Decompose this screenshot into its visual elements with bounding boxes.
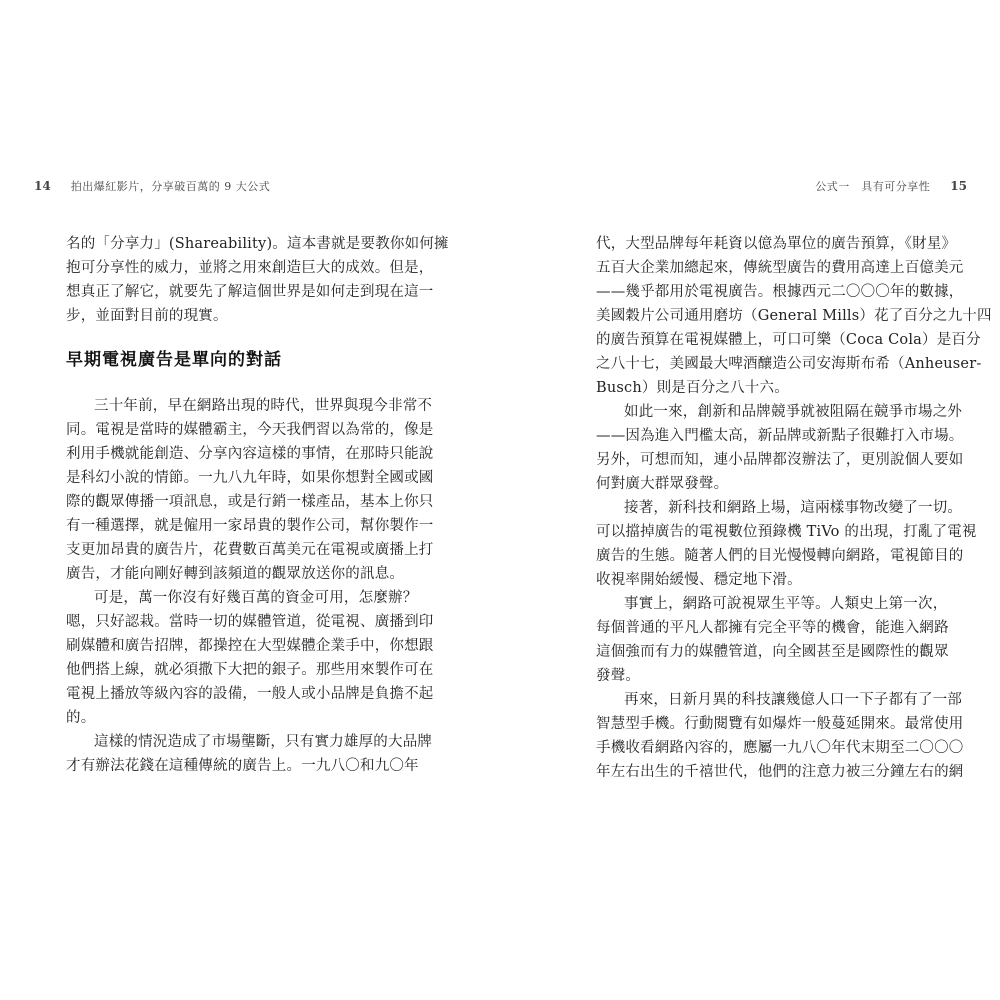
text-line: 發聲。 bbox=[596, 668, 641, 684]
right-page-number: 15 bbox=[950, 179, 967, 193]
text-line: 步，並面對目前的現實。 bbox=[66, 308, 228, 324]
left-running-header bbox=[34, 178, 270, 194]
text-line: ——幾乎都用於電視廣告。根據西元二〇〇〇年的數據， bbox=[596, 284, 964, 300]
text-line: Busch）則是百分之八十六。 bbox=[596, 380, 789, 396]
text-line: 支更加昂貴的廣告片，花費數百萬美元在電視或廣播上打 bbox=[66, 542, 434, 558]
right-paragraph-4 bbox=[596, 592, 949, 688]
section-heading: 早期電視廣告是單向的對話 bbox=[66, 350, 282, 370]
text-line: 同。電視是當時的媒體霸主，今天我們習以為常的，像是 bbox=[66, 422, 434, 438]
right-header-title: 公式一 具有可分享性 bbox=[815, 180, 931, 193]
text-line: 手機收看網路內容的，應屬一九八〇年代末期至二〇〇〇 bbox=[596, 740, 964, 756]
text-line: 收視率開始緩慢、穩定地下滑。 bbox=[596, 572, 802, 588]
left-paragraph-3 bbox=[66, 730, 433, 778]
text-line: 另外，可想而知，連小品牌都沒辦法了，更別說個人要如 bbox=[596, 452, 964, 468]
left-paragraph-2 bbox=[66, 586, 434, 730]
right-paragraph-2 bbox=[596, 400, 964, 496]
text-line: 想真正了解它，就要先了解這個世界是如何走到現在這一 bbox=[66, 284, 434, 300]
text-line: 每個普通的平凡人都擁有完全平等的機會，能進入網路 bbox=[596, 620, 949, 636]
text-line: 再來，日新月異的科技讓幾億人口一下子都有了一部 bbox=[624, 692, 963, 708]
text-line: 嗯，只好認栽。當時一切的媒體管道，從電視、廣播到印 bbox=[66, 614, 434, 630]
right-text-column bbox=[596, 232, 992, 784]
text-line: 這個強而有力的媒體管道，向全國甚至是國際性的觀眾 bbox=[596, 644, 949, 660]
right-paragraph-3 bbox=[596, 496, 977, 592]
text-line: 才有辦法花錢在這種傳統的廣告上。一九八〇和九〇年 bbox=[66, 758, 419, 774]
text-line: 名的「分享力」(Shareability)。這本書就是要教你如何擁 bbox=[66, 236, 449, 252]
text-line: 他們搭上線，就必須撒下大把的銀子。那些用來製作可在 bbox=[66, 662, 434, 678]
text-line: 是科幻小說的情節。一九八九年時，如果你想對全國或國 bbox=[66, 470, 434, 486]
text-line: 電視上播放等級內容的設備，一般人或小品牌是負擔不起 bbox=[66, 686, 434, 702]
text-line: 如此一來，創新和品牌競爭就被阻隔在競爭市場之外 bbox=[624, 404, 963, 420]
text-line: 智慧型手機。行動閱覽有如爆炸一般蔓延開來。最常使用 bbox=[596, 716, 964, 732]
text-line: 利用手機就能創造、分享內容這樣的事情，在那時只能說 bbox=[66, 446, 434, 462]
text-line: 三十年前，早在網路出現的時代，世界與現今非常不 bbox=[94, 398, 433, 414]
left-intro-paragraph bbox=[66, 232, 449, 328]
right-paragraph-1 bbox=[596, 232, 992, 400]
right-paragraph-5 bbox=[596, 688, 964, 784]
text-line: 的廣告預算在電視媒體上，可口可樂（Coca Cola）是百分 bbox=[596, 332, 981, 348]
text-line: 何對廣大群眾發聲。 bbox=[596, 476, 729, 492]
text-line: 年左右出生的千禧世代，他們的注意力被三分鐘左右的網 bbox=[596, 764, 964, 780]
text-line: 可以擋掉廣告的電視數位預錄機 TiVo 的出現，打亂了電視 bbox=[596, 524, 977, 540]
text-line: 的。 bbox=[66, 710, 96, 726]
text-line: 有一種選擇，就是僱用一家昂貴的製作公司，幫你製作一 bbox=[66, 518, 434, 534]
text-line: ——因為進入門檻太高，新品牌或新點子很難打入市場。 bbox=[596, 428, 964, 444]
text-line: 抱可分享性的威力，並將之用來創造巨大的成效。但是， bbox=[66, 260, 434, 276]
text-line: 廣告，才能向剛好轉到該頻道的觀眾放送你的訊息。 bbox=[66, 566, 405, 582]
text-line: 接著，新科技和網路上場，這兩樣事物改變了一切。 bbox=[624, 500, 963, 516]
text-line: 這樣的情況造成了市場壟斷，只有實力雄厚的大品牌 bbox=[94, 734, 433, 750]
text-line: 之八十七，美國最大啤酒釀造公司安海斯布希（Anheuser- bbox=[596, 356, 982, 372]
text-line: 刷媒體和廣告招牌，都操控在大型媒體企業手中，你想跟 bbox=[66, 638, 434, 654]
left-paragraph-1 bbox=[66, 394, 434, 586]
text-line: 代，大型品牌每年耗資以億為單位的廣告預算，《財星》 bbox=[596, 236, 957, 252]
left-text-column bbox=[66, 232, 449, 778]
text-line: 事實上，網路可說視眾生平等。人類史上第一次， bbox=[624, 596, 948, 612]
text-line: 可是，萬一你沒有好幾百萬的資金可用，怎麼辦？ bbox=[94, 590, 418, 606]
text-line: 際的觀眾傳播一項訊息，或是行銷一樣產品，基本上你只 bbox=[66, 494, 434, 510]
left-header-title: 拍出爆紅影片，分享破百萬的 9 大公式 bbox=[70, 180, 271, 193]
text-line: 五百大企業加總起來，傳統型廣告的費用高達上百億美元 bbox=[596, 260, 964, 276]
text-line: 美國穀片公司通用磨坊（General Mills）花了百分之九十四 bbox=[596, 308, 992, 324]
text-line: 廣告的生態。隨著人們的目光慢慢轉向網路，電視節目的 bbox=[596, 548, 964, 564]
right-page bbox=[500, 0, 1000, 1000]
left-page-number: 14 bbox=[34, 179, 51, 193]
right-running-header bbox=[815, 178, 967, 194]
